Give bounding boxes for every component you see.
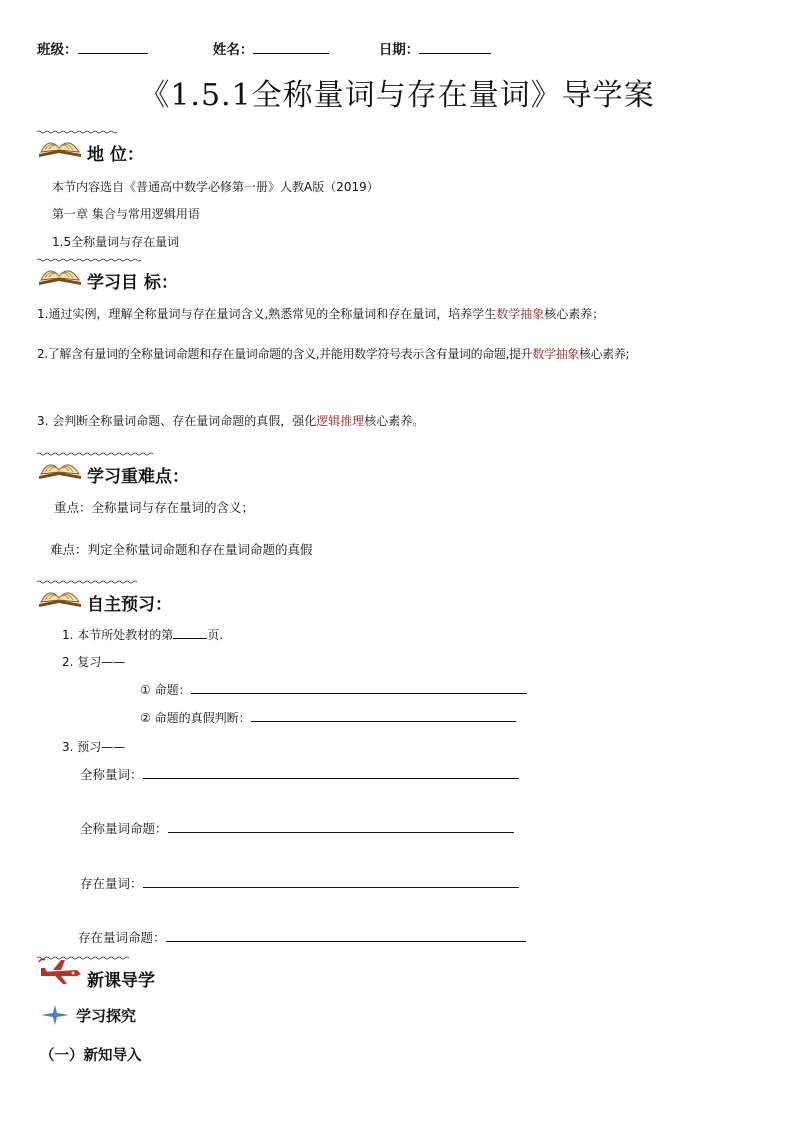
keypoint-focus: 重点：全称量词与存在量词的含义； <box>54 500 255 515</box>
airplane-icon <box>37 956 83 986</box>
goal-2-suffix: 核心素养; <box>578 347 630 361</box>
page-title: 《1.5.1全称量词与存在量词》导学案 <box>139 78 655 113</box>
class-label: 班级： <box>37 42 78 58</box>
preview-item-3: 3. 预习—— <box>62 740 126 754</box>
universal-proposition-field[interactable] <box>168 821 514 833</box>
existential-proposition-field[interactable] <box>166 930 526 942</box>
universal-quantifier-field[interactable] <box>143 767 519 779</box>
universal-proposition-label: 全称量词命题： <box>80 821 168 836</box>
book-icon <box>37 258 83 288</box>
goal-3-highlight: 逻辑推理 <box>316 414 365 428</box>
goal-item-2 <box>37 345 629 362</box>
preview-item-1-suffix: 页. <box>207 628 224 642</box>
review-truth <box>140 709 516 726</box>
goal-item-1 <box>37 305 604 322</box>
review-proposition-label: ① 命题： <box>140 683 191 697</box>
goal-3-suffix: 核心素养。 <box>364 414 425 428</box>
existential-quantifier-row <box>80 874 519 892</box>
wavy-underline <box>37 452 155 456</box>
universal-quantifier-row <box>80 765 519 783</box>
wavy-underline <box>37 956 129 960</box>
goal-1-highlight: 数学抽象 <box>496 307 545 321</box>
explore-title: 学习探究 <box>75 1006 136 1025</box>
goal-1-suffix: 核心素养； <box>544 307 605 321</box>
header-row <box>37 38 491 58</box>
explore-heading <box>40 1004 136 1026</box>
existential-quantifier-label: 存在量词： <box>80 876 143 891</box>
position-line-3: 1.5全称量词与存在量词 <box>52 235 180 249</box>
preview-item-1-text: 1. 本节所处教材的第 <box>62 628 174 642</box>
star-icon <box>40 1004 70 1026</box>
class-field[interactable] <box>78 42 148 54</box>
goal-item-3 <box>37 412 424 429</box>
section-position-title: 地 位： <box>87 145 144 165</box>
position-line-2: 第一章 集合与常用逻辑用语 <box>52 207 200 221</box>
review-truth-label: ② 命题的真假判断： <box>140 711 251 725</box>
review-proposition <box>140 681 527 698</box>
existential-proposition-row <box>78 928 526 946</box>
keypoint-difficulty: 难点：判定全称量词命题和存在量词命题的真假 <box>50 542 313 557</box>
preview-item-1 <box>62 626 223 643</box>
preview-item-2: 2. 复习—— <box>62 655 126 669</box>
page-number-field[interactable] <box>173 627 207 639</box>
review-proposition-field[interactable] <box>191 682 527 694</box>
wavy-underline <box>37 580 137 584</box>
book-icon <box>37 452 83 482</box>
book-icon <box>37 580 83 610</box>
goal-3-text: 3. 会判断全称量词命题、存在量词命题的真假，强化 <box>37 414 317 428</box>
name-field[interactable] <box>253 42 329 54</box>
existential-proposition-label: 存在量词命题： <box>78 930 166 945</box>
goal-2-highlight: 数学抽象 <box>532 347 579 361</box>
review-truth-field[interactable] <box>251 710 516 722</box>
date-label: 日期： <box>378 42 420 58</box>
position-line-1: 本节内容选自《普通高中数学必修第一册》人教A版（2019） <box>52 180 379 194</box>
universal-proposition-row <box>80 819 514 837</box>
section-newlesson-title: 新课导学 <box>87 971 155 991</box>
section-preview-title: 自主预习： <box>87 595 172 615</box>
existential-quantifier-field[interactable] <box>143 876 519 888</box>
book-icon <box>37 130 83 160</box>
wavy-underline <box>37 130 117 134</box>
date-field[interactable] <box>419 42 491 54</box>
wavy-underline <box>37 258 143 262</box>
section-keypoints-title: 学习重难点： <box>87 467 189 487</box>
part-1-heading: （一）新知导入 <box>40 1047 142 1064</box>
universal-quantifier-label: 全称量词： <box>80 767 143 782</box>
goal-1-text: 1.通过实例，理解全称量词与存在量词含义,熟悉常见的全称量词和存在量词，培养学生 <box>37 307 497 321</box>
name-label: 姓名： <box>212 42 254 58</box>
section-goals-title: 学习目 标： <box>87 273 178 293</box>
goal-2-text: 2.了解含有量词的全称量词命题和存在量词命题的含义,并能用数学符号表示含有量词的命题,提升 <box>37 347 533 361</box>
